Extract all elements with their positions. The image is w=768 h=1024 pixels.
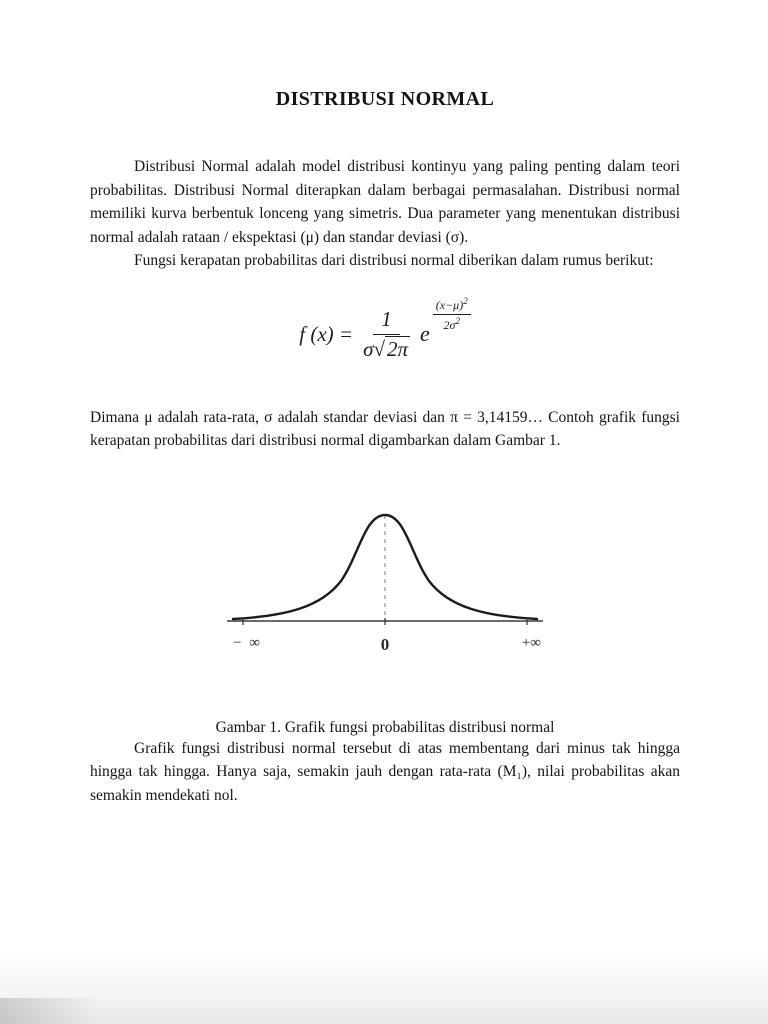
figure-normal-curve [225,499,545,661]
exp-den-power: 2 [455,315,460,326]
x-label-zero: 0 [380,634,390,654]
formula-e-base: e [420,321,430,347]
exp-num-power: 2 [463,295,468,306]
scan-artifact-strip [0,954,768,1024]
formula-exponent [433,296,471,333]
axis-labels [225,635,545,661]
paragraph-formula-lead: Fungsi kerapatan probabilitas dari distribusi normal diberikan dalam rumus berikut: [134,252,654,270]
formula-lhs: f (x) = [299,321,354,346]
x-label-neg-infinity: − ∞ [233,634,262,651]
formula-numerator: 1 [373,307,400,335]
paragraph-intro: Distribusi Normal adalah model distribusi kontinyu yang paling penting dalam teori probabilitas. Distribusi Normal diterapkan dalam berbagai permasalahan. Distribusi normal memiliki kurva berbentuk lonceng yang simetris. Dua parameter yang menentukan distribusi normal adalah rataan / ekspektasi (μ) dan standar deviasi (σ). [90,158,680,246]
radical-sign: √ [373,336,385,361]
x-label-pos-infinity: +∞ [521,634,541,651]
formula-denominator [363,335,410,362]
figure-caption: Gambar 1. Grafik fungsi probabilitas distribusi normal [215,718,555,736]
scan-artifact-corner [0,998,120,1024]
paragraph-parameters: Dimana μ adalah rata-rata, σ adalah standar deviasi dan π = 3,14159… Contoh grafik fungsi kerapatan probabilitas dari distribusi normal digambarkan dalam Gambar 1. [90,408,680,450]
exponent-numerator [433,296,471,315]
exp-den-base: 2σ [443,317,456,332]
exponent-denominator [444,315,460,333]
bell-curve-plot [225,499,545,635]
paragraph-closing: Grafik fungsi distribusi normal tersebut di atas membentang dari minus tak hingga hingga tak hingga. Hanya saja, semakin jauh dengan rata-rata (M₁), nilai probabilitas akan semakin mendekati nol. [90,739,680,804]
page-title: DISTRIBUSI NORMAL [275,88,495,110]
sigma-symbol: σ [363,336,374,361]
radicand: 2π [386,336,408,361]
formula-fraction [363,307,410,362]
exp-num-base: (x−μ) [435,297,464,312]
